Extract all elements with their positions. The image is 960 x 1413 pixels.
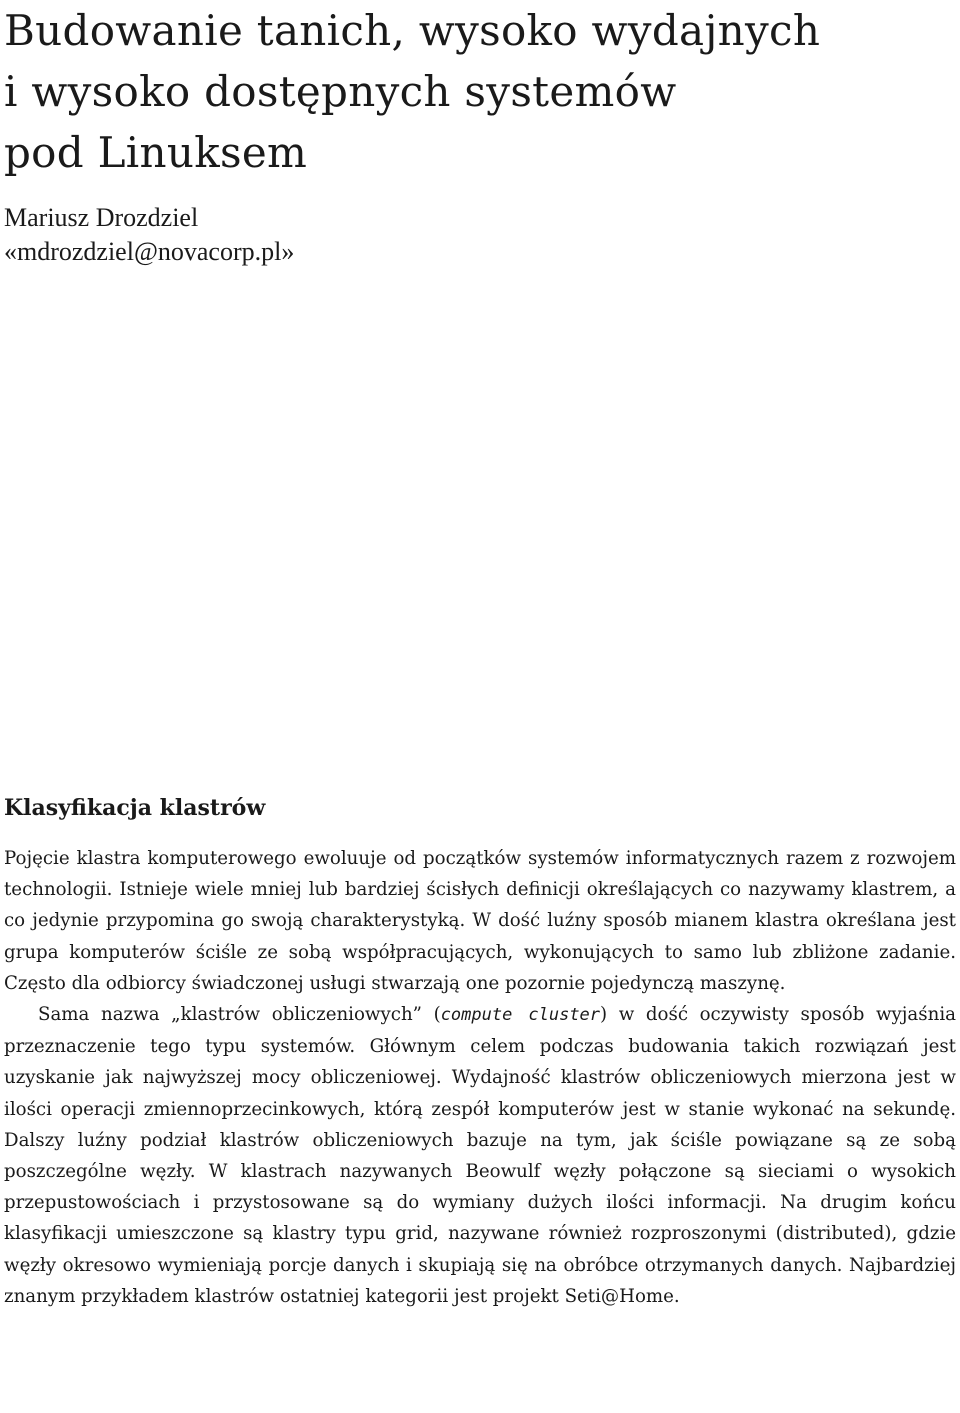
author-block — [4, 201, 956, 269]
title-line-2: i wysoko dostępnych systemów — [4, 67, 677, 116]
paragraph-2 — [4, 999, 956, 1312]
author-email: «mdrozdziel@novacorp.pl» — [4, 237, 295, 266]
section-body — [4, 843, 956, 1312]
paragraph-2-rest: ) w dość oczywisty sposób wyjaśnia przeznaczenie tego typu systemów. Głównym celem podczas budowania takich rozwiązań jest uzyskanie jak najwyższej mocy obliczeniowej. Wydajność klastrów obliczeniowych mierzona jest w ilości operacji zmiennoprzecinkowych, którą zespół komputerów jest w stanie wykonać na sekundę. Dalszy luźny podział klastrów obliczeniowych bazuje na tym, jak ściśle powiązane są ze sobą poszczególne węzły. W klastrach nazywanych Beowulf węzły połączone są sieciami o wysokich przepustowościach i przystosowane są do wymiany dużych ilości informacji. Na drugim końcu klasyfikacji umieszczone są klastry typu grid, nazywane również rozproszonymi (distributed), gdzie węzły okresowo wymieniają porcje danych i skupiają się na obróbce otrzymanych danych. Najbardziej znanym przykładem klastrów ostatniej kategorii jest projekt Seti@Home. — [4, 1004, 956, 1307]
document-title — [4, 0, 956, 183]
compute-cluster-term: compute cluster — [440, 1005, 601, 1026]
title-line-3: pod Linuksem — [4, 128, 308, 177]
paragraph-2-start: Sama nazwa „klastrów obliczeniowych” ( — [38, 1004, 441, 1026]
title-line-1: Budowanie tanich, wysoko wydajnych — [4, 6, 821, 55]
document-page — [4, 0, 956, 1307]
section-heading: Klasyfikacja klastrów — [4, 795, 266, 821]
paragraph-1: Pojęcie klastra komputerowego ewoluuje od początków systemów informatycznych razem z rozwojem technologii. Istnieje wiele mniej lub bardziej ścisłych definicji określających co nazywamy klastrem, a co jedynie przypomina go swoją charakterystyką. W dość luźny sposób mianem klastra określana jest grupa komputerów ściśle ze sobą współpracujących, wykonujących to samo lub zbliżone zadanie. Często dla odbiorcy świadczonej usługi stwarzają one pozornie pojedynczą maszynę. — [4, 848, 956, 994]
author-name: Mariusz Drozdziel — [4, 203, 199, 232]
